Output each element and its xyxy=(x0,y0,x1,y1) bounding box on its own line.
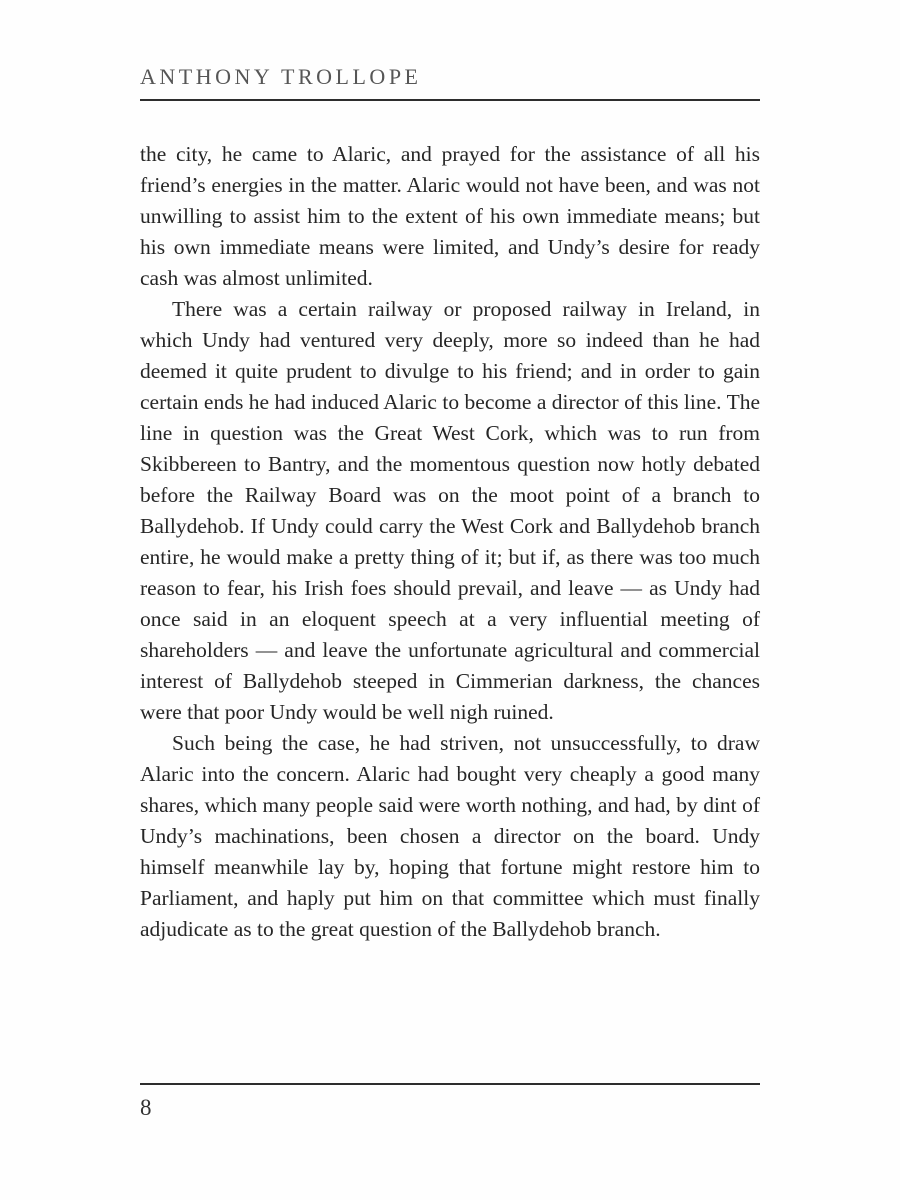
author-running-head: ANTHONY TROLLOPE xyxy=(140,64,422,89)
paragraph: the city, he came to Alaric, and prayed for the assistance of all his friend’s energies in the matter. Alaric would not have been, and was not unwilling to assist him to the extent of his own immediate means; but his own immediate means were limited, and Undy’s desire for ready cash was almost unlimited. xyxy=(140,142,760,290)
page-header xyxy=(140,64,760,101)
page-number: 8 xyxy=(140,1095,152,1120)
header-rule xyxy=(140,99,760,101)
page-footer xyxy=(140,1083,760,1121)
footer-rule xyxy=(140,1083,760,1085)
page-body xyxy=(140,139,760,945)
paragraph: There was a certain railway or proposed railway in Ireland, in which Undy had ventured very deeply, more so indeed than he had deemed it quite prudent to divulge to his friend; and in order to gain certain ends he had induced Alaric to become a director of this line. The line in question was the Great West Cork, which was to run from Skibbereen to Bantry, and the momentous question now hotly debated before the Railway Board was on the moot point of a branch to Ballydehob. If Undy could carry the West Cork and Ballydehob branch entire, he would make a pretty thing of it; but if, as there was too much reason to fear, his Irish foes should prevail, and leave — as Undy had once said in an eloquent speech at a very influential meeting of shareholders — and leave the unfortunate agricultural and commercial interest of Ballydehob steeped in Cimmerian darkness, the chances were that poor Undy would be well nigh ruined. xyxy=(140,297,760,724)
paragraph: Such being the case, he had striven, not unsuccessfully, to draw Alaric into the concern. Alaric had bought very cheaply a good many shares, which many people said were worth nothing, and had, by dint of Undy’s machinations, been chosen a director on the board. Undy himself meanwhile lay by, hoping that fortune might restore him to Parliament, and haply put him on that committee which must finally adjudicate as to the great question of the Ballydehob branch. xyxy=(140,731,760,941)
